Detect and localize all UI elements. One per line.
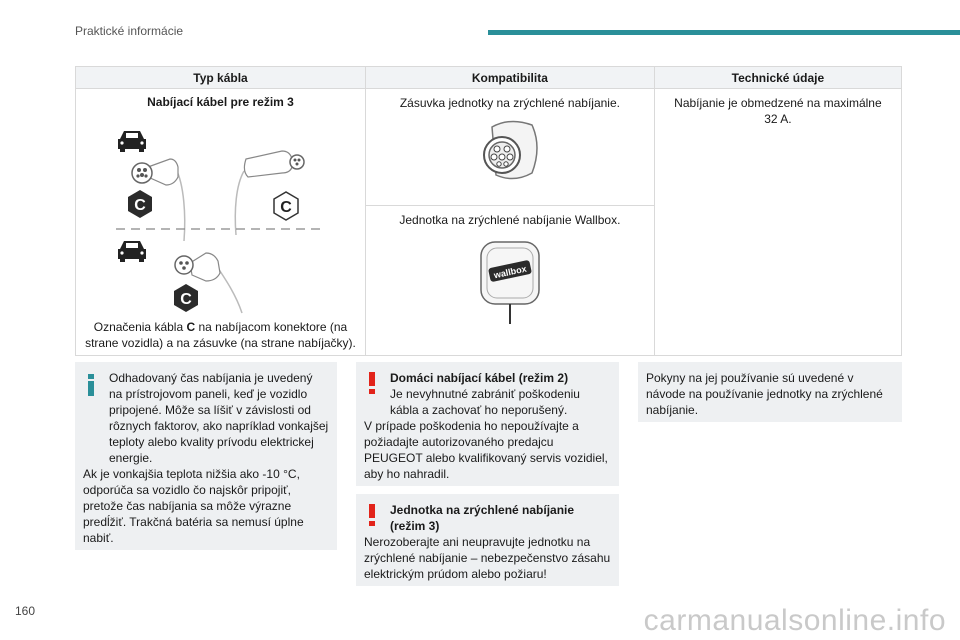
car-icon (118, 131, 146, 152)
header-accent-bar (488, 30, 960, 35)
warning-box (356, 494, 619, 586)
compatibility-cell (365, 205, 654, 355)
cable-caption (80, 319, 361, 351)
cable-illustration (76, 115, 364, 315)
marker-label: C (134, 197, 146, 214)
info-text: Odhadovaný čas nabíjania je uvedený na prístrojovom paneli, keď je vozidlo pripojené. Môže sa líšiť v závislosti od rôznych faktorov, ako napríklad vonkajšej teploty alebo kvality prívodu elektrickej energie. (109, 371, 329, 465)
caption-text: na nabíjacom konektore (na strane vozidla) a na zásuvke (na strane nabíjačky). (85, 320, 356, 350)
hexagon-c-marker (174, 284, 198, 312)
charging-socket (470, 117, 550, 193)
caption-marker: C (186, 320, 196, 334)
wallbox-unit (475, 238, 545, 328)
cable-type-title: Nabíjací kábel pre režim 3 (147, 95, 294, 109)
table-header-row (76, 67, 902, 89)
compatibility-text: Jednotka na zrýchlené nabíjanie Wallbox. (399, 212, 621, 227)
column-header: Typ kábla (76, 67, 366, 89)
watermark: carmanualsonline.info (643, 604, 946, 637)
hexagon-c-marker (274, 192, 298, 220)
car-icon (118, 241, 146, 262)
warning-box (356, 362, 619, 486)
cable-type-cell (76, 89, 366, 356)
warning-title: Jednotka na zrýchlené nabíjanie (režim 3) (390, 503, 575, 533)
cable-spec-table (75, 66, 902, 356)
warning-title: Domáci nabíjací kábel (režim 2) (390, 371, 569, 385)
column-header: Kompatibilita (365, 67, 654, 89)
table-row (76, 89, 902, 206)
note-text: Pokyny na jej používanie sú uvedené v návode na používanie jednotky na zrýchlené nabíjanie. (646, 371, 883, 417)
section-title: Praktické informácie (75, 24, 184, 38)
warning-text: Je nevyhnutné zabrániť poškodeniu kábla a zachovať ho neporušený. (390, 387, 580, 417)
info-text: Ak je vonkajšia teplota nižšia ako -10 °C, odporúča sa vozidlo čo najskôr pripojiť, pretože čas nabíjania sa môže výrazne predĺžiť. Trakčná batéria sa nemusí úplne nabiť. (83, 467, 304, 545)
warning-text: Nerozoberajte ani neupravujte jednotku na zrýchlené nabíjanie – nebezpečenstvo zásahu elektrickým prúdom alebo požiaru! (364, 535, 611, 581)
charging-connector (235, 151, 304, 235)
page-number: 160 (15, 604, 36, 618)
compatibility-cell (365, 89, 654, 206)
info-box (75, 362, 337, 550)
note-box (638, 362, 902, 422)
warning-text: V prípade poškodenia ho nepoužívajte a požiadajte autorizovaného predajcu PEUGEOT alebo kvalifikovaný servis vozidiel, aby ho nahradil. (364, 419, 608, 481)
column-header: Technické údaje (654, 67, 901, 89)
hexagon-c-marker (128, 190, 152, 218)
wallbox-logo: wallbox (492, 263, 528, 280)
compatibility-text: Zásuvka jednotky na zrýchlené nabíjanie. (399, 96, 620, 110)
caption-text: Označenia kábla (93, 320, 187, 334)
technical-cell (654, 89, 901, 356)
marker-label: C (280, 199, 292, 216)
technical-text: Nabíjanie je obmedzené na maximálne 32 A. (674, 96, 882, 126)
marker-label: C (180, 291, 192, 308)
